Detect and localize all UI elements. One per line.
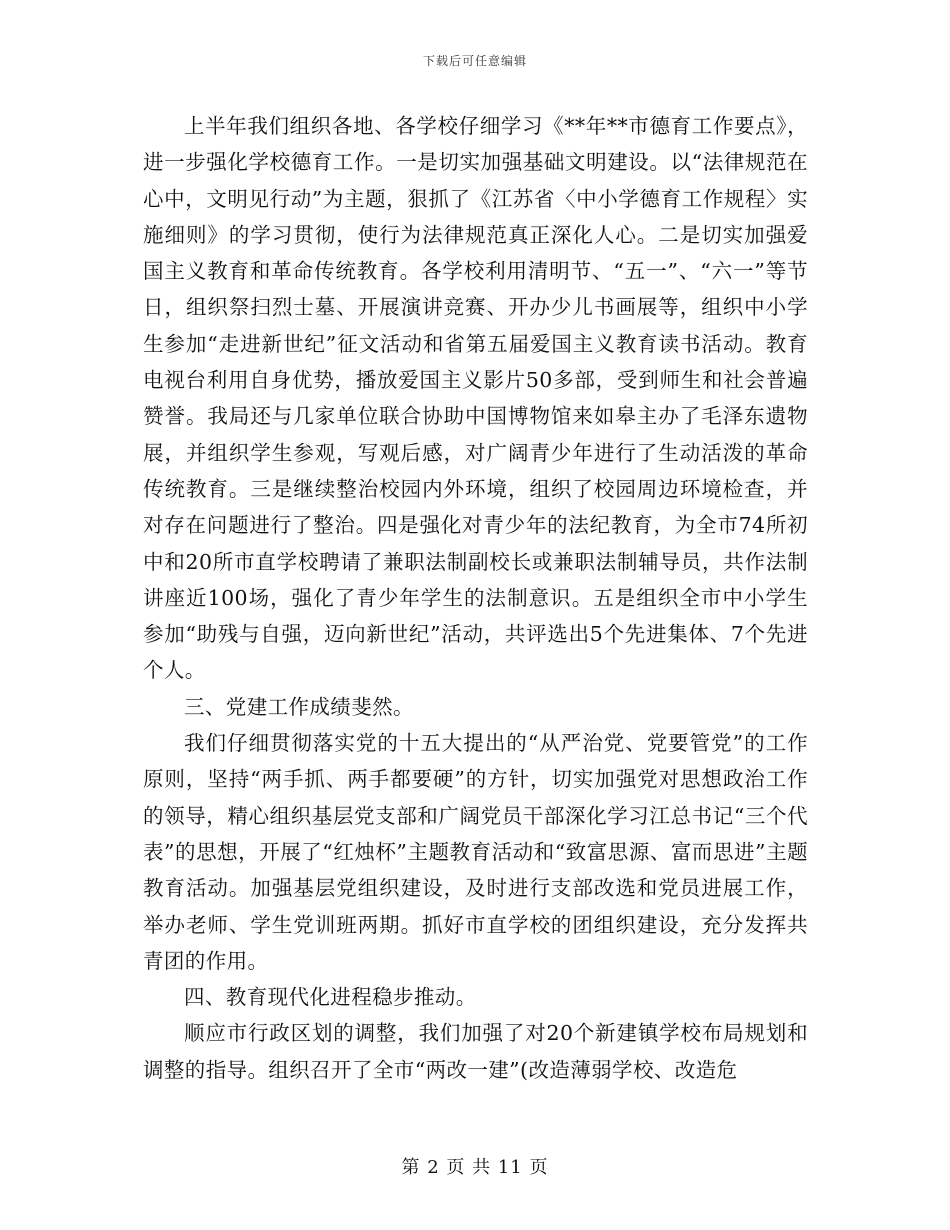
header-note: 下载后可任意编辑 <box>422 54 527 68</box>
document-body <box>143 108 808 1088</box>
page-number: 第 2 页 共 11 页 <box>401 1157 549 1178</box>
section-heading-modernization: 四、教育现代化进程稳步推动。 <box>184 985 477 1010</box>
paragraph-modernization: 顺应市行政区划的调整，我们加强了对20个新建镇学校布局规划和调整的指导。组织召开了全市“两改一建”(改造薄弱学校、改造危 <box>143 1021 808 1082</box>
paragraph-moral-education: 上半年我们组织各地、各学校仔细学习《**年**市德育工作要点》，进一步强化学校德育工作。一是切实加强基础文明建设。以“法律规范在心中，文明见行动”为主题，狠抓了《江苏省〈中小学德育工作规程〉实施细则》的学习贯彻，使行为法律规范真正深化人心。二是切实加强爱国主义教育和革命传统教育。各学校利用清明节、“五一”、“六一”等节日，组织祭扫烈士墓、开展演讲竞赛、开办少儿书画展等，组织中小学生参加“走进新世纪”征文活动和省第五届爱国主义教育读书活动。教育电视台利用自身优势，播放爱国主义影片50多部，受到师生和社会普遍赞誉。我局还与几家单位联合协助中国博物馆来如皋主办了毛泽东遗物展，并组织学生参观，写观后感，对广阔青少年进行了生动活泼的革命传统教育。三是继续整治校园内外环境，组织了校园周边环境检查，并对存在问题进行了整治。四是强化对青少年的法纪教育，为全市74所初中和20所市直学校聘请了兼职法制副校长或兼职法制辅导员，共作法制讲座近100场，强化了青少年学生的法制意识。五是组织全市中小学生参加“助残与自强，迈向新世纪”活动，共评选出5个先进集体、7个先进个人。 <box>143 114 808 683</box>
paragraph-party-building: 我们仔细贯彻落实党的十五大提出的“从严治党、党要管党”的工作原则，坚持“两手抓、两手都要硬”的方针，切实加强党对思想政治工作的领导，精心组织基层党支部和广阔党员干部深化学习江总书记“三个代表”的思想，开展了“红烛杯”主题教育活动和“致富思源、富而思进”主题教育活动。加强基层党组织建设，及时进行支部改选和党员进展工作，举办老师、学生党训班两期。抓好市直学校的团组织建设，充分发挥共青团的作用。 <box>143 731 808 973</box>
section-heading-party-building: 三、党建工作成绩斐然。 <box>184 694 414 719</box>
